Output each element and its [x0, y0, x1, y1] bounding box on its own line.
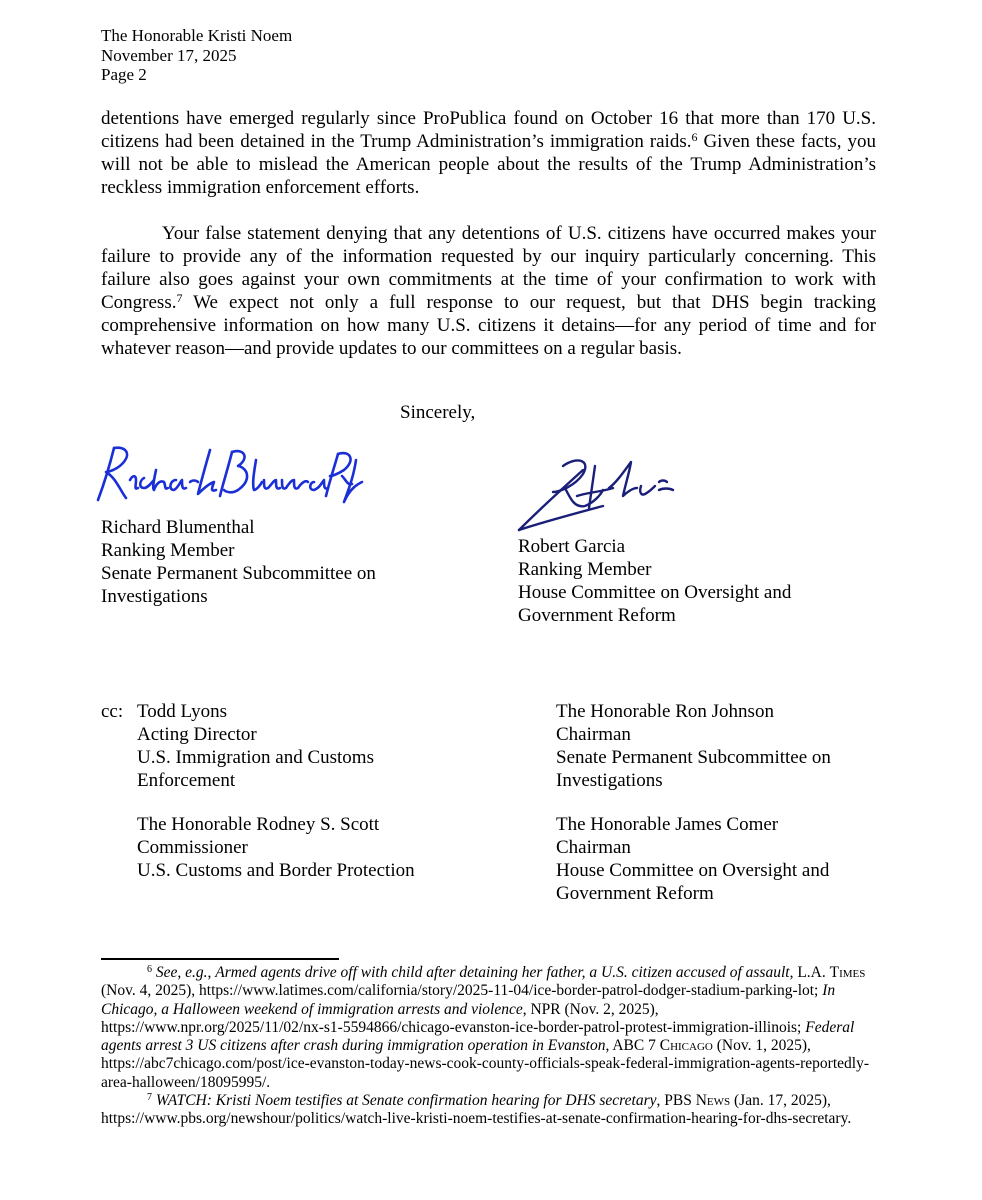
- footnote-text: (Nov. 4, 2025), https://www.latimes.com/california/story/2025-11-04/ice-border-patrol-dodger-stadium-parking-lot;: [101, 982, 823, 1000]
- footnote-text: , NPR (Nov. 2, 2025), https://www.npr.org/2025/11/02/nx-s1-5594866/chicago-evanston-ice-border-patrol-protest-immigration-illinois;: [101, 1000, 806, 1036]
- cc-line: The Honorable Rodney S. Scott: [137, 814, 380, 835]
- footnote-signal: See, e.g.: [155, 964, 208, 981]
- cc-recipient-johnson: [556, 700, 831, 792]
- signatory-org-line-2: Investigations: [101, 586, 208, 607]
- header-page: Page 2: [101, 65, 147, 84]
- signatory-title: Ranking Member: [101, 540, 235, 561]
- cc-line: U.S. Customs and Border Protection: [137, 860, 415, 881]
- paragraph-2-text-a: Your false statement denying that any detentions of U.S. citizens have occurred makes your failure to provide any of the information requested by our inquiry particularly concerning. This failure also goes against your own commitments at the time of your confirmation to work with Congress.: [101, 223, 876, 313]
- cc-line: Chairman: [556, 724, 631, 745]
- footnote-article-title: In Chicago, a Halloween weekend of immigration arrests and violence: [101, 982, 836, 1018]
- cc-line: The Honorable Ron Johnson: [556, 701, 774, 722]
- cc-label: cc:: [101, 701, 124, 722]
- cc-line: Commissioner: [137, 837, 248, 858]
- paragraph-1-text-a: detentions have emerged regularly since ProPublica found on October 16 that more than 170 U.S. citizens had been detained in the Trump Administration’s immigration raids.: [101, 108, 876, 152]
- footnote-publication: Chicago: [659, 1037, 713, 1055]
- footnote-publication: Times: [829, 964, 866, 981]
- footnote-article-title: WATCH: Kristi Noem testifies at Senate confirmation hearing for DHS secretary: [155, 1092, 657, 1110]
- footnote-number: 6: [147, 964, 152, 975]
- signature-blumenthal: [92, 440, 367, 508]
- cc-line: Investigations: [556, 770, 663, 791]
- footnote-divider: [101, 958, 339, 960]
- letter-header: [101, 26, 292, 85]
- footnote-6: [101, 964, 876, 1092]
- signatory-org-line-2: Government Reform: [518, 605, 676, 626]
- paragraph-1-text-b: Given these facts, you will not be able to mislead the American people about the results of the Trump Administration’s reckless immigration enforcement efforts.: [101, 131, 876, 198]
- footnote-7: [101, 1092, 876, 1129]
- cc-recipient-scott: [137, 813, 415, 882]
- cc-line: Government Reform: [556, 883, 714, 904]
- closing-salutation: Sincerely,: [400, 402, 476, 423]
- cc-line: Acting Director: [137, 724, 257, 745]
- header-date: November 17, 2025: [101, 45, 237, 65]
- signatory-name: Richard Blumenthal: [101, 517, 255, 538]
- cc-line: Enforcement: [137, 770, 236, 791]
- footnote-text: , PBS: [656, 1092, 696, 1110]
- footnote-ref-7: 7: [176, 291, 183, 305]
- cc-line: Senate Permanent Subcommittee on: [556, 747, 831, 768]
- footnote-publication: News: [695, 1092, 731, 1110]
- footnote-text: ,: [207, 964, 216, 981]
- cc-recipient-lyons: [137, 700, 374, 792]
- footnote-article-title: Federal agents arrest 3 US citizens after crash during immigration operation in Evanston: [101, 1018, 855, 1055]
- body-paragraph-2: [101, 222, 876, 360]
- footnotes: [101, 964, 876, 1129]
- signatory-org-line-1: House Committee on Oversight and: [518, 582, 792, 603]
- footnote-number: 7: [147, 1092, 152, 1104]
- footnote-text: , ABC 7: [605, 1037, 660, 1055]
- signatory-name: Robert Garcia: [518, 536, 626, 557]
- signatory-org-line-1: Senate Permanent Subcommittee on: [101, 563, 376, 584]
- signature-garcia: [513, 452, 683, 536]
- signatory-title: Ranking Member: [518, 559, 652, 580]
- footnote-text: , L.A.: [789, 964, 830, 981]
- footnote-text: (Nov. 1, 2025), https://abc7chicago.com/post/ice-evanston-today-news-cook-county-officials-speak-federal-immigration-agents-reportedly-area-halloween/18095995/.: [101, 1037, 869, 1091]
- footnote-text: (Jan. 17, 2025), https://www.pbs.org/newshour/politics/watch-live-kristi-noem-testifies-at-senate-confirmation-hearing-for-dhs-secretary.: [101, 1092, 852, 1128]
- cc-recipient-comer: [556, 813, 829, 905]
- signature-block-blumenthal: [101, 516, 376, 608]
- footnote-ref-6: 6: [691, 130, 698, 144]
- header-recipient: The Honorable Kristi Noem: [101, 26, 293, 45]
- cc-line: The Honorable James Comer: [556, 814, 779, 835]
- body-paragraph-1: [101, 107, 876, 199]
- paragraph-2-text-b: We expect not only a full response to our request, but that DHS begin tracking comprehensive information on how many U.S. citizens it detains—for any period of time and for whatever reason—and provide updates to our committees on a regular basis.: [101, 292, 876, 359]
- cc-line: Chairman: [556, 837, 631, 858]
- cc-line: Todd Lyons: [137, 701, 227, 722]
- cc-line: House Committee on Oversight and: [556, 860, 830, 881]
- cc-line: U.S. Immigration and Customs: [137, 747, 374, 768]
- signature-block-garcia: [518, 535, 791, 627]
- footnote-article-title: Armed agents drive off with child after detaining her father, a U.S. citizen accused of assault: [215, 964, 790, 981]
